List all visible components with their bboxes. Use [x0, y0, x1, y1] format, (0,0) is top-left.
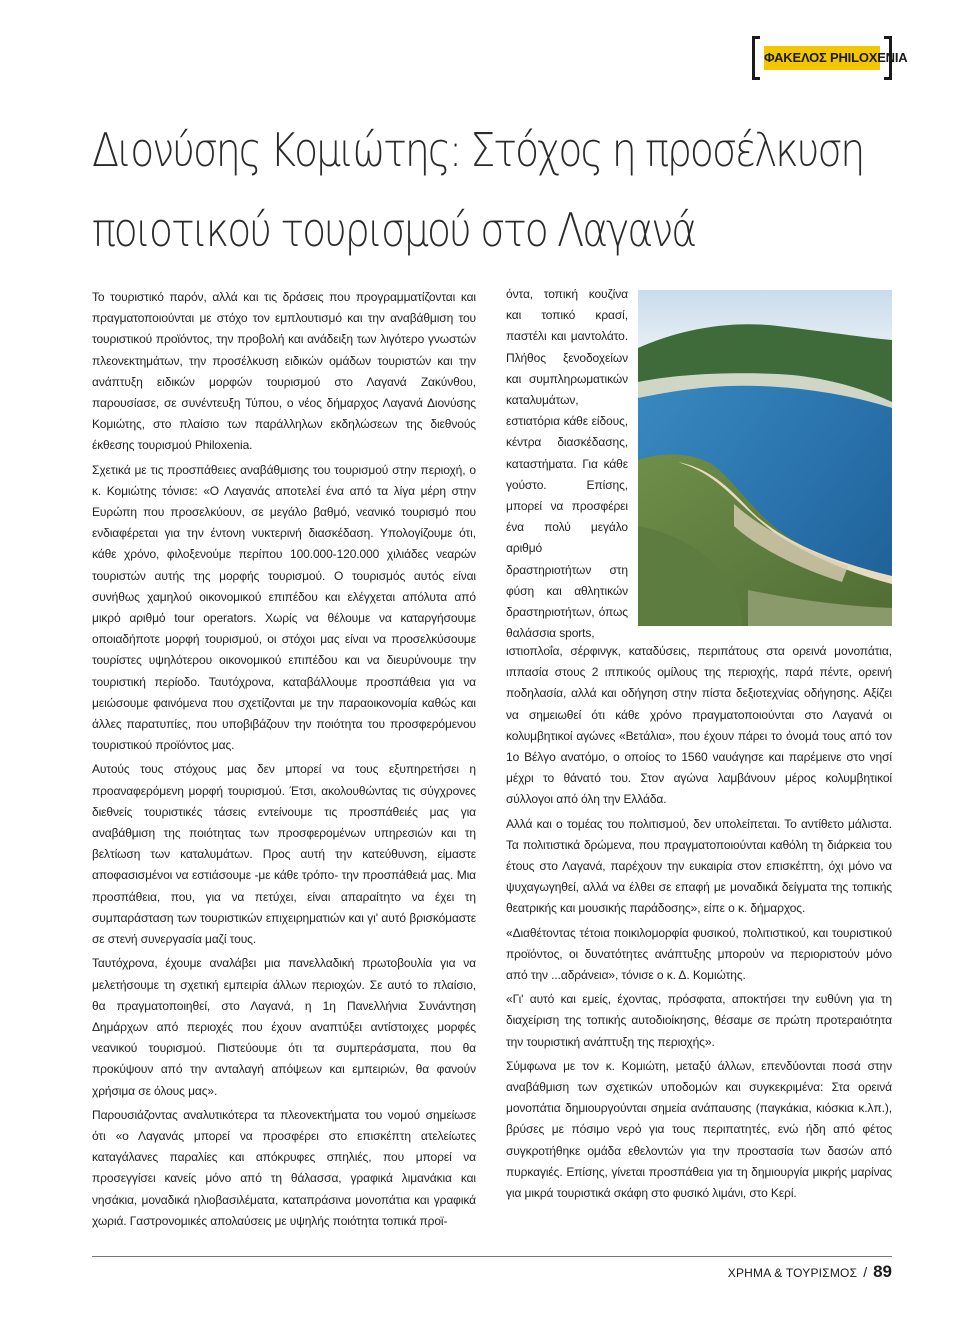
paragraph: Παρουσιάζοντας αναλυτικότερα τα πλεονεκτήματα του νομού σημείωσε ότι «ο Λαγανάς μπορεί να προσφέρει στο επισκέπτη ατελείωτες καταγάλανες παραλίες και απόκρυφες σπηλιές, που μπορεί να προσεγγίσει κανείς μόνο από τη θάλασσα, γραφικά λιμανάκια και νησάκια, μοναδικά ηλιοβασιλέματα, καταπράσινα μονοπάτια και γραφικά χωριά. Γαστρονομικές απολαύσεις με υψηλής ποιότητα τοπικά προϊ-: [92, 1107, 476, 1228]
narrow-column: [506, 284, 628, 647]
paragraph: Ταυτόχρονα, έχουμε αναλάβει μια πανελλαδική πρωτοβουλία για να μελετήσουμε τη σχετική εμπειρία άλλων περιοχών. Σε αυτό το πλαίσιο, θα πραγματοποιηθεί, στο Λαγανά, η 1η Πανελλήνια Συνάντηση Δημάρχων από περιοχές που έχουν αναπτύξει αντίστοιχες μορφές νεανικού τουρισμού. Πιστεύουμε ότι τα συμπεράσματα, που θα προκύψουν από την ανταλαγή απόψεων και εμπειριών, θα φανούν χρήσιμα σε όλους μας».: [92, 956, 476, 1098]
paragraph: ιστιοπλοΐα, σέρφινγκ, καταδύσεις, περιπάτους στα ορεινά μονοπάτια, ιππασία στους 2 ιππικούς ομίλους της περιοχής, παρά πέντε, ορεινή ποδηλασία, αλλά και οδήγηση στην πίστα δεξιοτεχνίας οδήγησης. Αξίζει να σημειωθεί ότι κάθε χρόνο πραγματοποιούνται στο Λαγανά οι κολυμβητικοί αγώνες «Βετάλια», που έχουν πάρει το όνομά τους από τον 1ο Βέλγο ανατόμο, ο οποίος το 1560 ναυάγησε και παρέμεινε στο νησί μέχρι το θάνατό του. Στον αγώνα λαμβάνουν μέρος κολυμβητικοί σύλλογοι από όλη την Ελλάδα.: [506, 644, 892, 807]
paragraph: «Γι' αυτό και εμείς, έχοντας, πρόσφατα, αποκτήσει την ευθύνη για τη διαχείριση της τοπικής αυτοδιοίκησης, θέσαμε σε πρώτη προτεραιότητα την τουριστική ανάπτυξη της περιοχής».: [506, 992, 892, 1049]
article-title-line-2: ποιοτικού τουρισμού στο Λαγανά: [92, 203, 696, 257]
section-tag-label: ΦΑΚΕΛΟΣ PHILOXENIA: [764, 46, 880, 70]
magazine-name: ΧΡΗΜΑ & ΤΟΥΡΙΣΜΟΣ: [727, 1266, 858, 1280]
bracket-left: [752, 36, 760, 80]
paragraph: Σχετικά με τις προσπάθειες αναβάθμισης του τουρισμού στην περιοχή, ο κ. Κομιώτης τόνισε: «Ο Λαγανάς αποτελεί ένα από τα λίγα μέρη στην Ευρώπη που προσελκύουν, σε μεγάλο βαθμό, νεανικό τουρισμό που ενδιαφέρεται για την έντονη νυκτερινή διασκέδαση. Υπολογίζουμε ότι, κάθε χρόνο, φιλοξενούμε περίπου 100.000-120.000 χιλιάδες νεαρών τουριστών αυτής της μορφής τουρισμού. Ο τουρισμός αυτός είναι συνήθως χαμηλού οικονομικού επιπέδου και ελέγχεται απόλυτα από μικρό αριθμό tour operators. Χωρίς να θέλουμε να καταργήσουμε οποιαδήποτε μορφή τουρισμού, οι στόχοι μας είναι να προσελκύσουμε τουρίστες υψηλότερου οικονομικού επιπέδου και να διευρύνουμε την τουριστική περίοδο. Ταυτόχρονα, καταβάλλουμε προσπάθεια για να μειώσουμε φαινόμενα που σχετίζονται με την παραοικονομία καθώς και άλλες παρατυπίες, που υποβιβάζουν την ποιότητα του προσφερόμενου τουριστικού προϊόντος μας.: [92, 462, 476, 753]
section-tag: [752, 36, 908, 80]
left-column: [92, 287, 476, 1235]
article-title-line-1: Διονύσης Κομιώτης: Στόχος η προσέλκυση: [92, 123, 864, 177]
right-column: [506, 641, 892, 1207]
paragraph: Αυτούς τους στόχους μας δεν μπορεί να τους εξυπηρετήσει η προαναφερόμενη μορφή τουρισμού. Έτσι, ακολουθώντας τις σύγχρονες διεθνείς τουριστικές τάσεις εντείνουμε τις προσπάθειές μας για αναβάθμιση της ποιότητας των προσφερομένων υπηρεσιών και τη βελτίωση των καταλυμάτων. Προς αυτή την κατεύθυνση, είμαστε αποφασισμένοι να εστιάσουμε -με κάθε τρόπο- την προσπάθειά μας. Μια προσπάθεια, που, για να πετύχει, είναι απαραίτητο να έχει τη συμπαράσταση των τουριστικών επιχειρηματιών και γι' αυτό βρισκόμαστε σε στενή συνεργασία μαζί τους.: [92, 762, 476, 947]
footer-rule: [92, 1256, 892, 1257]
footer-separator: /: [863, 1264, 868, 1280]
article-title: [92, 110, 864, 270]
bracket-right: [884, 36, 892, 80]
paragraph: Το τουριστικό παρόν, αλλά και τις δράσεις που προγραμματίζονται και πραγματοποιούνται με στόχο τον εμπλουτισμό και την αναβάθμιση του τουριστικού προϊόντος, την προβολή και ανάδειξη των λιγότερο γνωστών πλεονεκτημάτων, την προσέλκυση ειδικών ομάδων τουριστών και την ανάπτυξη ειδικών μορφών τουρισμού στο Λαγανά Ζακύνθου, παρουσίασε, σε συνέντευξη Τύπου, ο νέος δήμαρχος Λαγανά Διονύσης Κομιώτης, στο πλαίσιο των παράλληλων εκδηλώσεων της διεθνούς έκθεσης τουρισμού Philoxenia.: [92, 290, 476, 453]
paragraph: «Διαθέτοντας τέτοια ποικιλομορφία φυσικού, πολιτιστικού, και τουριστικού προϊόντος, οι δυνατότητες ανάπτυξης μπορούν να περιοριστούν μόνο από την ...αδράνεια», τόνισε ο κ. Δ. Κομιώτης.: [506, 925, 892, 983]
paragraph: Σύμφωνα με τον κ. Κομιώτη, μεταξύ άλλων, επενδύονται ποσά στην αναβάθμιση των σχετικών υποδομών και συγκεκριμένα: Στα ορεινά μονοπάτια δημιουργούνται σημεία ανάπαυσης (παγκάκια, κιόσκια κ.λπ.), βρύσες με πόσιμο νερό για τους περιπατητές, ενώ ήδη από φέτος συγκροτήθηκε ομάδα εθελοντών για την προστασία των δασών από πυρκαγιές. Επίσης, γίνεται προσπάθεια για τη δημιουργία μικρής μαρίνας για μικρά τουριστικά σκάφη στο φυσικό λιμάνι, στο Κερί.: [506, 1058, 892, 1201]
page-footer: [728, 1262, 892, 1283]
paragraph: όντα, τοπική κουζίνα και τοπικό κρασί, παστέλι και μαντολάτο. Πλήθος ξενοδοχείων και συμπληρωματικών καταλυμάτων, εστιατόρια κάθε είδους, κέντρα διασκέδασης, καταστήματα. Για κάθε γούστο. Επίσης, μπορεί να προσφέρει ένα πολύ μεγάλο αριθμό δραστηριοτήτων στη φύση και αθλητικών δραστηριοτήτων, όπως θαλάσσια sports,: [506, 287, 628, 641]
page-number: 89: [873, 1262, 892, 1281]
laganas-bay-photo: [638, 290, 892, 626]
paragraph: Αλλά και ο τομέας του πολιτισμού, δεν υπολείπεται. Το αντίθετο μάλιστα. Τα πολιτιστικά δρώμενα, που πραγματοποιούνται καθόλη τη διάρκεια του έτους στο Λαγανά, παρέχουν την ευκαιρία στον επισκέπτη, όχι μόνο να ψυχαγωγηθεί, αλλά να έλθει σε επαφή με μοναδικά δείγματα της τοπικής θεατρικής και μουσικής παράδοσης», είπε ο κ. δήμαρχος.: [506, 816, 892, 916]
